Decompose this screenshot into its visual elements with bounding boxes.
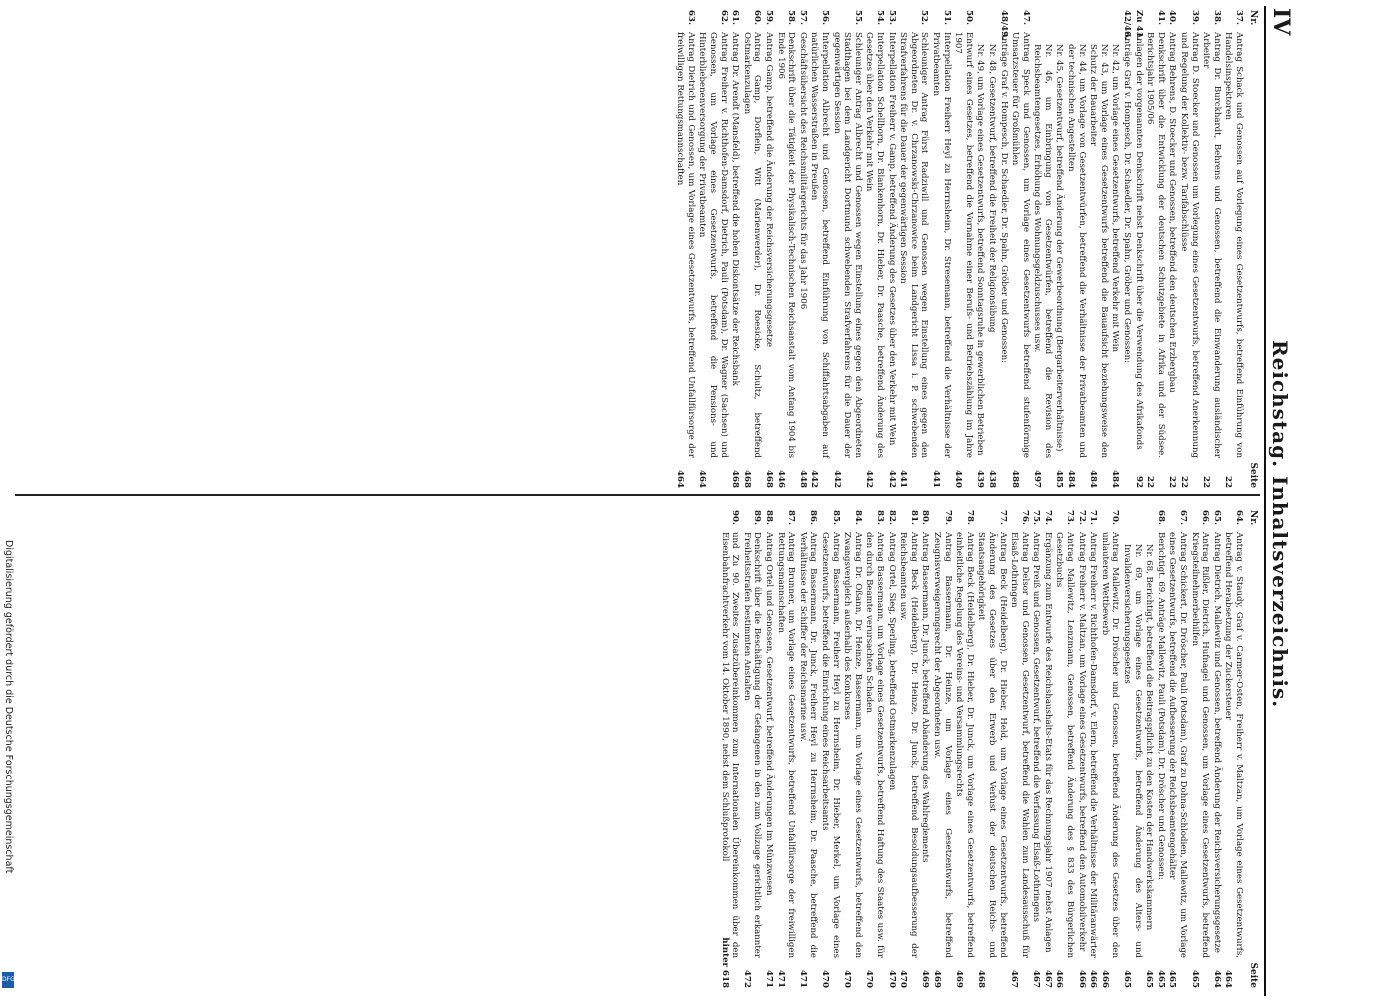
entry-text: und Zu 90. Zweites Zusatzübereinkommen zum Internationalen Übereinkommen über den Eisenbahnfrachtverkehr vom 14. Oktober 1890, nebst dem Schlußprotokoll (719, 532, 741, 958)
entry-page: 497 (1032, 470, 1043, 488)
entry-number: 76. (1019, 510, 1030, 525)
entry-text: Antrag Beck (Heidelberg), Dr. Hieber, Dr. Junck, um Vorlage eines Gesetzentwurfs, betreffend einheitliche Regelung des Vereins- und Versammlungsrechts (954, 532, 975, 958)
toc-entry (831, 10, 863, 488)
entry-page: 470 (886, 970, 897, 988)
toc-entry (1189, 510, 1210, 988)
toc-entry (931, 510, 952, 988)
entry-text: Antrag Beck (Heidelberg), Dr. Heinze, Dr. Junck, betreffend Besoldungsaufbesserung der Reichsbeamten usw. (898, 532, 919, 958)
entry-page: 438 (986, 470, 997, 488)
entry-number: 41. (1155, 10, 1166, 25)
dfg-footer (2, 540, 16, 990)
entry-page: 442 (886, 470, 897, 488)
toc-entry (1223, 510, 1244, 988)
entry-page: 442 (831, 470, 842, 488)
right-column (718, 510, 1258, 988)
entry-text: Antrag Mallewitz, Lenzmann, Genossen, betreffend Änderung des § 833 des Bürgerlichen Gesetzbuchs (1054, 532, 1076, 958)
entry-text: Antrag D. Stoecker und Genossen um Vorlegung eines Gesetzentwurfs, betreffend Anerkennung und Regelung der Kollektiv- bezw. Tarifabschlüsse (1179, 32, 1200, 458)
entry-number: 89. (752, 510, 763, 525)
entry-page: 439 (975, 470, 986, 488)
toc-entry (1144, 510, 1155, 988)
entry-text: Antrag Freiherr v. Richthofen-Damsdorf, v. Elern, betreffend die Verhältnisse der Militäranwärter (1088, 532, 1099, 958)
toc-entry (920, 510, 931, 988)
entry-number: 72. (1076, 510, 1087, 525)
toc-entry (697, 10, 729, 488)
header-rule (1264, 6, 1266, 996)
entry-number: 77. (997, 510, 1008, 525)
entry-number: 39. (1189, 10, 1200, 25)
entry-number: 87. (786, 510, 797, 525)
entry-number: 50. (963, 10, 974, 25)
toc-entry (1054, 10, 1065, 488)
seite-label: Seite (1248, 962, 1258, 988)
entry-page: 22 (1179, 476, 1190, 488)
dfg-logo-icon: DFG (2, 972, 14, 988)
entry-text: Nr. 68, Berichtigt, betreffend die Beitragspflicht zu den Kosten der Handwerkskammern (1144, 544, 1155, 931)
entry-text: Antrag Dr. Arendt (Mansfeld), betreffend die hohen Diskontsätze der Reichsbank (730, 32, 741, 386)
entry-text: Interpellation Albrecht und Genossen, betreffend Einführung von Schiffahrtsabgaben auf natürlichen Wasserstraßen in Preußen (809, 32, 831, 458)
toc-entry (953, 10, 974, 488)
toc-entry (730, 10, 741, 488)
toc-entry (809, 10, 830, 488)
entry-page: 484 (1088, 470, 1099, 488)
entry-page: 465 (1144, 970, 1155, 988)
entry-text: Antrag Mallewitz, Dr. Dröscher und Genossen, betreffend Änderung des Gesetzes über den unlauteren Wettbewerb (1099, 532, 1121, 958)
toc-entry (1088, 10, 1109, 488)
footer-text: Digitalisierung gefördert durch die Deutsche Forschungsgemeinschaft (3, 540, 14, 874)
toc-entry (886, 510, 897, 988)
toc-entry (864, 510, 885, 988)
toc-entry (986, 10, 997, 488)
entry-number: 75. (1031, 510, 1042, 525)
entry-text: Nr. 44, um Vorlage von Gesetzentwürfen, betreffend die Verhältnisse der Privatbeamten und der technischen Angestellten (1066, 44, 1087, 458)
entry-text: Antrag Dietrich und Genossen, um Vorlage eines Gesetzentwurfs, betreffend Unfallfürsorge der freiwilligen Rettungsmannschaften (675, 32, 696, 458)
toc-entry (1178, 10, 1199, 488)
toc-entry (1010, 10, 1031, 488)
entry-text: Nr. 48, Gesetzentwurf, betreffend die Freiheit der Religionsübung (986, 44, 997, 333)
toc-entry (775, 10, 796, 488)
entry-page: 485 (1054, 470, 1065, 488)
entry-number: 48/49. (998, 10, 1009, 41)
toc-entry (1223, 10, 1244, 488)
toc-entry (741, 10, 762, 488)
entry-text: Antrag Ortel und Genossen, Gesetzentwurf, betreffend Änderungen im Münzwesen (764, 532, 775, 896)
toc-entry (1211, 510, 1222, 988)
entry-number: 79. (942, 510, 953, 525)
entry-number: 82. (886, 510, 897, 525)
toc-entry (975, 10, 986, 488)
entry-text: Antrag Bassermann, Freiherr Heyl zu Herrnsheim, Dr. Hieber, Merkel, um Vorlage eines Gesetzentwurfs, betreffend die Einrichtung eines Reichsarbeitsamts (820, 532, 841, 958)
entry-text: Antrag Rißler, Dietrich, Hufnagel und Genossen, um Vorlage eines Gesetzentwurfs, betreffend Kriegsteilnehmerbeihilfen (1189, 532, 1211, 958)
entry-page: 470 (898, 970, 909, 988)
entry-page: 468 (730, 470, 741, 488)
toc-entry (797, 510, 818, 988)
entry-number: 60. (752, 10, 763, 25)
entry-page: 464 (675, 470, 686, 488)
toc-entry (1099, 510, 1120, 988)
entry-page: 22 (1167, 476, 1178, 488)
toc-entry (675, 10, 696, 488)
entry-page: 441 (930, 470, 941, 488)
entry-page: 466 (1054, 970, 1065, 988)
toc-entry (1145, 10, 1166, 488)
entry-number: 65. (1211, 510, 1222, 525)
entry-page: 22 (1145, 476, 1156, 488)
entry-page: 441 (898, 470, 909, 488)
entry-text: Interpellation Freiherr v. Gamp, betreffend Änderung des Gesetzes über den Verkehr mit Wein (886, 32, 897, 446)
entry-number: 54. (875, 10, 885, 25)
entry-number: 59. (764, 10, 775, 25)
entry-number: 71. (1088, 510, 1099, 525)
entry-page: 466 (1099, 970, 1110, 988)
entry-page: 466 (1088, 970, 1099, 988)
entry-text: Antrag Beck (Heidelberg), Dr. Hieber, Held, um Vorlage eines Gesetzentwurfs, betreffend Änderung des Gesetzes über den Erwerb und Verlust der deutschen Reichs- und Staatsangehörigkeit (976, 532, 1008, 958)
page-header (1270, 0, 1294, 1000)
entry-text: Nr. 45, Gesetzentwurf, betreffend Änderung der Gewerbeordnung (Bergarbeiterverhältnisse) (1054, 44, 1065, 452)
nr-label: Nr. (1248, 10, 1258, 26)
entry-page: 442 (809, 470, 820, 488)
toc-entry (1054, 510, 1075, 988)
entry-number: 38. (1211, 10, 1222, 25)
entry-text: Antrag Dr. Oßann, Dr. Heinze, Bassermann, um Vorlage eines Gesetzentwurfs, betreffend den Zwangsvergleich außerhalb des Konkurses (842, 532, 863, 958)
entry-text: Berichtigt. 69. Anträge Mallewitz, Pauli (Potsdam), Dr. Dröscher und Genossen: (1155, 532, 1166, 880)
toc-entry (886, 10, 897, 488)
entry-text: Antrag Bassermann, Dr. Junck, betreffend Abänderung des Wahlreglements (920, 532, 931, 863)
entry-number: 73. (1065, 510, 1076, 525)
entry-text: Anträge Graf v. Hompesch, Dr. Schaedler, Dr. Spahn, Gröber und Genossen: (1122, 32, 1133, 364)
entry-page: 484 (1066, 470, 1077, 488)
entry-page: 488 (1010, 470, 1021, 488)
entry-page: 470 (864, 970, 875, 988)
toc-entry (1009, 510, 1030, 988)
entry-text: Nr. 42, um Vorlage eines Gesetzentwurfs, betreffend Verkehr mit Wein (1110, 44, 1121, 353)
entry-page: 464 (1211, 970, 1222, 988)
toc-entry (819, 510, 840, 988)
entry-page: 464 (1223, 970, 1234, 988)
entry-text: Antrag Brunner, um Vorlage eines Gesetzentwurfs, betreffend Unfallfürsorge der freiwilligen Rettungsmannschaften (775, 532, 797, 958)
entry-page: 472 (741, 970, 752, 988)
entry-number: 88. (764, 510, 775, 525)
toc-entry (1121, 10, 1132, 488)
entry-text: Nr. 69, um Vorlage eines Gesetzentwurfs, betreffend Änderung des Alters- und Invalidenversicherungsgesetzes (1122, 544, 1143, 958)
entry-text: Antrag Freiherr v. Maltzan, um Vorlage eines Gesetzentwurfs, betreffend den Automobilverkehr (1076, 532, 1087, 952)
entry-text: Anlagen der vorgenannten Denkschrift nebst Denkschrift über die Verwendung des Afrikafonds (1133, 32, 1144, 450)
entry-number: 66. (1200, 510, 1211, 525)
toc-entry (1032, 10, 1053, 488)
toc-entry (1031, 510, 1042, 988)
entry-text: Antrag Gamp, Dorflein, Witt (Marienwerder), Dr. Roesicke, Schultz, betreffend Ostmarkenzulagen (741, 32, 763, 458)
entry-number: 83. (875, 510, 885, 525)
toc-entry (1110, 10, 1121, 488)
entry-text: Antrag Speck und Genossen, um Vorlage eines Gesetzentwurfs betreffend stufenförmige Umsatzsteuer für Großmühlen (1010, 32, 1031, 458)
entry-text: Denkschrift über die Entwicklung der deutschen Schutzgebiete in Afrika und der Südsee. Berichtsjahr 1905/06 (1145, 32, 1166, 458)
toc-entry (1042, 510, 1053, 988)
entry-number: 51. (941, 10, 952, 25)
entry-page: 92 (1133, 476, 1144, 488)
left-column (674, 10, 1258, 488)
toc-entry (1201, 10, 1222, 488)
toc-entry (898, 510, 919, 988)
toc-entry (1167, 510, 1188, 988)
toc-entry (1088, 510, 1099, 988)
toc-entry (976, 510, 1008, 988)
entry-number: 67. (1178, 510, 1189, 525)
toc-entry (1066, 10, 1087, 488)
entry-text: Nr. 49, um Vorlage eines Gesetzentwurfs, betreffend Sonntagsruhe in gewerblichen Betrieben (975, 44, 986, 456)
entry-text: Antrag Preiß und Genossen, Gesetzentwurf, betreffend die Verfassung Elsaß-Lothringens (1031, 532, 1042, 922)
entry-number: 63. (685, 10, 696, 25)
document-sheet (10, 0, 1300, 1000)
entry-text: Antrag Bassermann, Dr. Heinze, um Vorlage eines Gesetzentwurfs, betreffend Zeugnisverweigerungsrecht der Abgeordneten usw. (931, 532, 953, 958)
entry-page: 465 (1189, 970, 1200, 988)
entry-text: Antrag Dietrich, Mallewitz und Genossen, betreffend Änderung der Reichsversicherungsgesetze (1211, 532, 1222, 953)
entry-page: 465 (1167, 970, 1178, 988)
entry-page: 468 (741, 470, 752, 488)
entry-page: 484 (1110, 470, 1121, 488)
entry-page: 442 (864, 470, 875, 488)
entry-number: 70. (1110, 510, 1121, 525)
entry-number: 56. (820, 10, 831, 25)
entry-number: 55. (852, 10, 863, 25)
entry-number: 62. (718, 10, 729, 25)
entry-page: 446 (775, 470, 786, 488)
toc-entry (1121, 510, 1142, 988)
entry-number: 57. (797, 10, 808, 25)
entry-text: Antrag Bassermann, um Vorlage eines Gesetzentwurfs, betreffend Haftung des Staates usw. für den durch Beamte verursachten Schaden (864, 532, 885, 958)
entry-number: 80. (920, 510, 931, 525)
nr-label: Nr. (1248, 510, 1258, 526)
entry-text: Nr. 46, um Einbringung von Gesetzentwürfen, betreffend die Revision des Reichsbeamtengesetzes, Erhöhung des Wohnungsgeldzuschusses usw. (1032, 44, 1053, 458)
entry-text: Denkschrift über die Tätigkeit der Physikalisch-Technischen Reichsanstalt vom Anfang 1904 bis Ende 1906 (775, 32, 797, 458)
entry-number: 85. (830, 510, 841, 525)
toc-entry (719, 510, 740, 988)
entry-number: 40. (1167, 10, 1178, 25)
entry-page: 469 (920, 970, 931, 988)
entry-number: 58. (786, 10, 797, 25)
entry-number: 84. (852, 510, 863, 525)
entry-text: Interpellation Schellhorn, Dr. Blankenhorn, Dr. Hieber, Dr. Paasche, betreffend Änderung des Gesetzes über den Verkehr mit Wein (864, 32, 885, 458)
entry-page: 471 (764, 970, 775, 988)
entry-page: 468 (976, 970, 987, 988)
entry-page: 468 (764, 470, 775, 488)
entry-text: Interpellation Freiherr Heyl zu Herrnsheim, Dr. Stresemann, betreffend die Verhältnisse der Privatbeamten (930, 32, 952, 458)
entry-page: 22 (1201, 476, 1212, 488)
toc-entry (1133, 10, 1144, 488)
column-divider (15, 494, 1260, 496)
entry-text: Schleuniger Antrag Fürst Radziwill und Genossen wegen Einstellung eines gegen den Abgeordneten Dr. v. Chrzanowski-Chrzanowice beim Landgericht Lissa i. P. schwebenden Strafverfahrens für die Dauer der gegenwärtigen Session (898, 32, 930, 458)
entry-number: 81. (908, 510, 919, 525)
entry-text: Schleuniger Antrag Albrecht und Genossen wegen Einstellung eines gegen den Abgeordneten Stadthagen bei dem Landgericht Dortmund schwebenden Strafverfahrens für die Dauer der gegenwärtigen Session (831, 32, 863, 458)
entry-page: 469 (954, 970, 965, 988)
entry-text: Antrag v. Staudy, Graf v. Carmer-Osten, Freiherr v. Maltzan, um Vorlage eines Gesetzentwurfs, betreffend Herabsetzung der Zuckersteuer (1223, 532, 1244, 958)
entry-text: Geschäftsübersicht des Reichsmilitärgerichts für das Jahr 1906 (797, 32, 808, 310)
toc-entry (763, 10, 774, 488)
entry-page: hinter 618 (719, 937, 730, 988)
entry-page: 471 (775, 970, 786, 988)
entry-text: Antrag Bassermann, Dr. Junck, Freiherr Heyl zu Herrnsheim, Dr. Paasche, betreffend die Verhältnisse der Schiffer der Reichsmarine usw. (797, 532, 819, 958)
entry-number: 86. (808, 510, 819, 525)
entry-page: 440 (953, 470, 964, 488)
entry-page: 470 (820, 970, 831, 988)
entry-page: 465 (1155, 970, 1166, 988)
toc-entry (797, 10, 808, 488)
entry-page: 467 (1009, 970, 1020, 988)
entry-page: 448 (797, 470, 808, 488)
toc-entry (842, 510, 863, 988)
entry-text: Antrag Schack und Genossen auf Vorlegung eines Gesetzentwurfs, betreffend Einführung von Handelsinspektoren (1223, 32, 1244, 458)
entry-text: Denkschrift über die Beschäftigung der Gefangenen in den zum Vollzuge gerichtlich erkannter Freiheitsstrafen bestimmten Anstalten (741, 532, 763, 958)
entry-page: 465 (1122, 970, 1133, 988)
toc-entry (930, 10, 951, 488)
entry-number: 53. (886, 10, 897, 25)
toc-entry (898, 10, 930, 488)
entry-page: 466 (1076, 970, 1087, 988)
entry-text: Nr. 43, um Vorlage eines Gesetzentwurfs betreffend die Bauaufsicht beziehungsweise den Schutz der Bauarbeiter (1088, 44, 1109, 458)
seite-label: Seite (1248, 462, 1258, 488)
entry-text: Antrag Behrens, D. Stoecker und Genossen, betreffend den deutschen Erzbergbau (1167, 32, 1178, 393)
entry-text: Antrag Gamp, betreffend die Änderung der Reichsversicherungsgesetze (764, 32, 775, 348)
entry-number: 78. (964, 510, 975, 525)
entry-number: 61. (730, 10, 741, 25)
toc-entry (741, 510, 762, 988)
entry-number: 37. (1234, 10, 1244, 25)
entry-page: 470 (842, 970, 853, 988)
toc-entry (1076, 510, 1087, 988)
entry-number: 52. (919, 10, 930, 25)
entry-text: Anträge Graf v. Hompesch, Dr. Schaedler, Dr. Spahn, Gröber und Genossen: (998, 32, 1009, 364)
entry-text: Entwurf eines Gesetzes, betreffend die Vornahme einer Berufs- und Betriebszählung im Jahre 1907 (953, 32, 974, 458)
toc-entry (954, 510, 975, 988)
entry-number: 74. (1042, 510, 1053, 525)
entry-page: 467 (1042, 970, 1053, 988)
toc-entry (1167, 10, 1178, 488)
entry-number: Zu 41. (1133, 10, 1144, 41)
entry-text: Antrag Freiherr v. Richthofen-Damsdorf, Dietrich, Pauli (Potsdam), Dr. Wagner (Sachsen) und Genossen, um Vorlage eines Gesetzentwurfs, betreffend die Pensions- und Hinterbliebenenversorgung der Privatbeamten (697, 32, 729, 458)
entry-page: 469 (931, 970, 942, 988)
toc-entry (1155, 510, 1166, 988)
entry-number: 42/46. (1122, 10, 1133, 41)
entry-number: 68. (1155, 510, 1166, 525)
entry-number: 64. (1234, 510, 1244, 525)
entry-page: 467 (1031, 970, 1042, 988)
entry-text: Antrag Delsor und Genossen, Gesetzentwurf, betreffend die Wahlen zum Landesausschuß für Elsaß-Lothringen (1009, 532, 1030, 958)
entry-text: Ergänzung zum Entwurfe des Reichshaushalts-Etats für das Rechnungsjahr 1907 nebst Anlagen (1042, 532, 1053, 953)
entry-text: Antrag Ortel, Sieg, Sperling, betreffend Ostmarkenzulagen (886, 532, 897, 791)
right-column-header (1244, 510, 1258, 988)
toc-entry (775, 510, 796, 988)
entry-text: Antrag Dr. Burckhardt, Behrens und Genossen, betreffend die Einwanderung ausländischer Arbeiter (1201, 32, 1222, 458)
toc-entry (998, 10, 1009, 488)
page-title: Reichstag. Inhaltsverzeichnis. (1268, 340, 1292, 709)
entry-page: 22 (1223, 476, 1234, 488)
entry-page: 464 (697, 470, 708, 488)
entry-number: 90. (730, 510, 741, 525)
toc-entry (763, 510, 774, 988)
page-roman-number: IV (1268, 8, 1294, 36)
entry-number: 47. (1020, 10, 1031, 25)
entry-page: 471 (797, 970, 808, 988)
left-column-header (1244, 10, 1258, 488)
toc-entry (864, 10, 885, 488)
entry-text: Antrag Schickert, Dr. Dröscher, Pauli (Potsdam), Graf zu Dohna-Schlodien, Mallewitz, um Vorlage eines Gesetzentwurfs, betreffend die Aufbesserung der Reichsbeamtengehälter (1167, 532, 1189, 958)
